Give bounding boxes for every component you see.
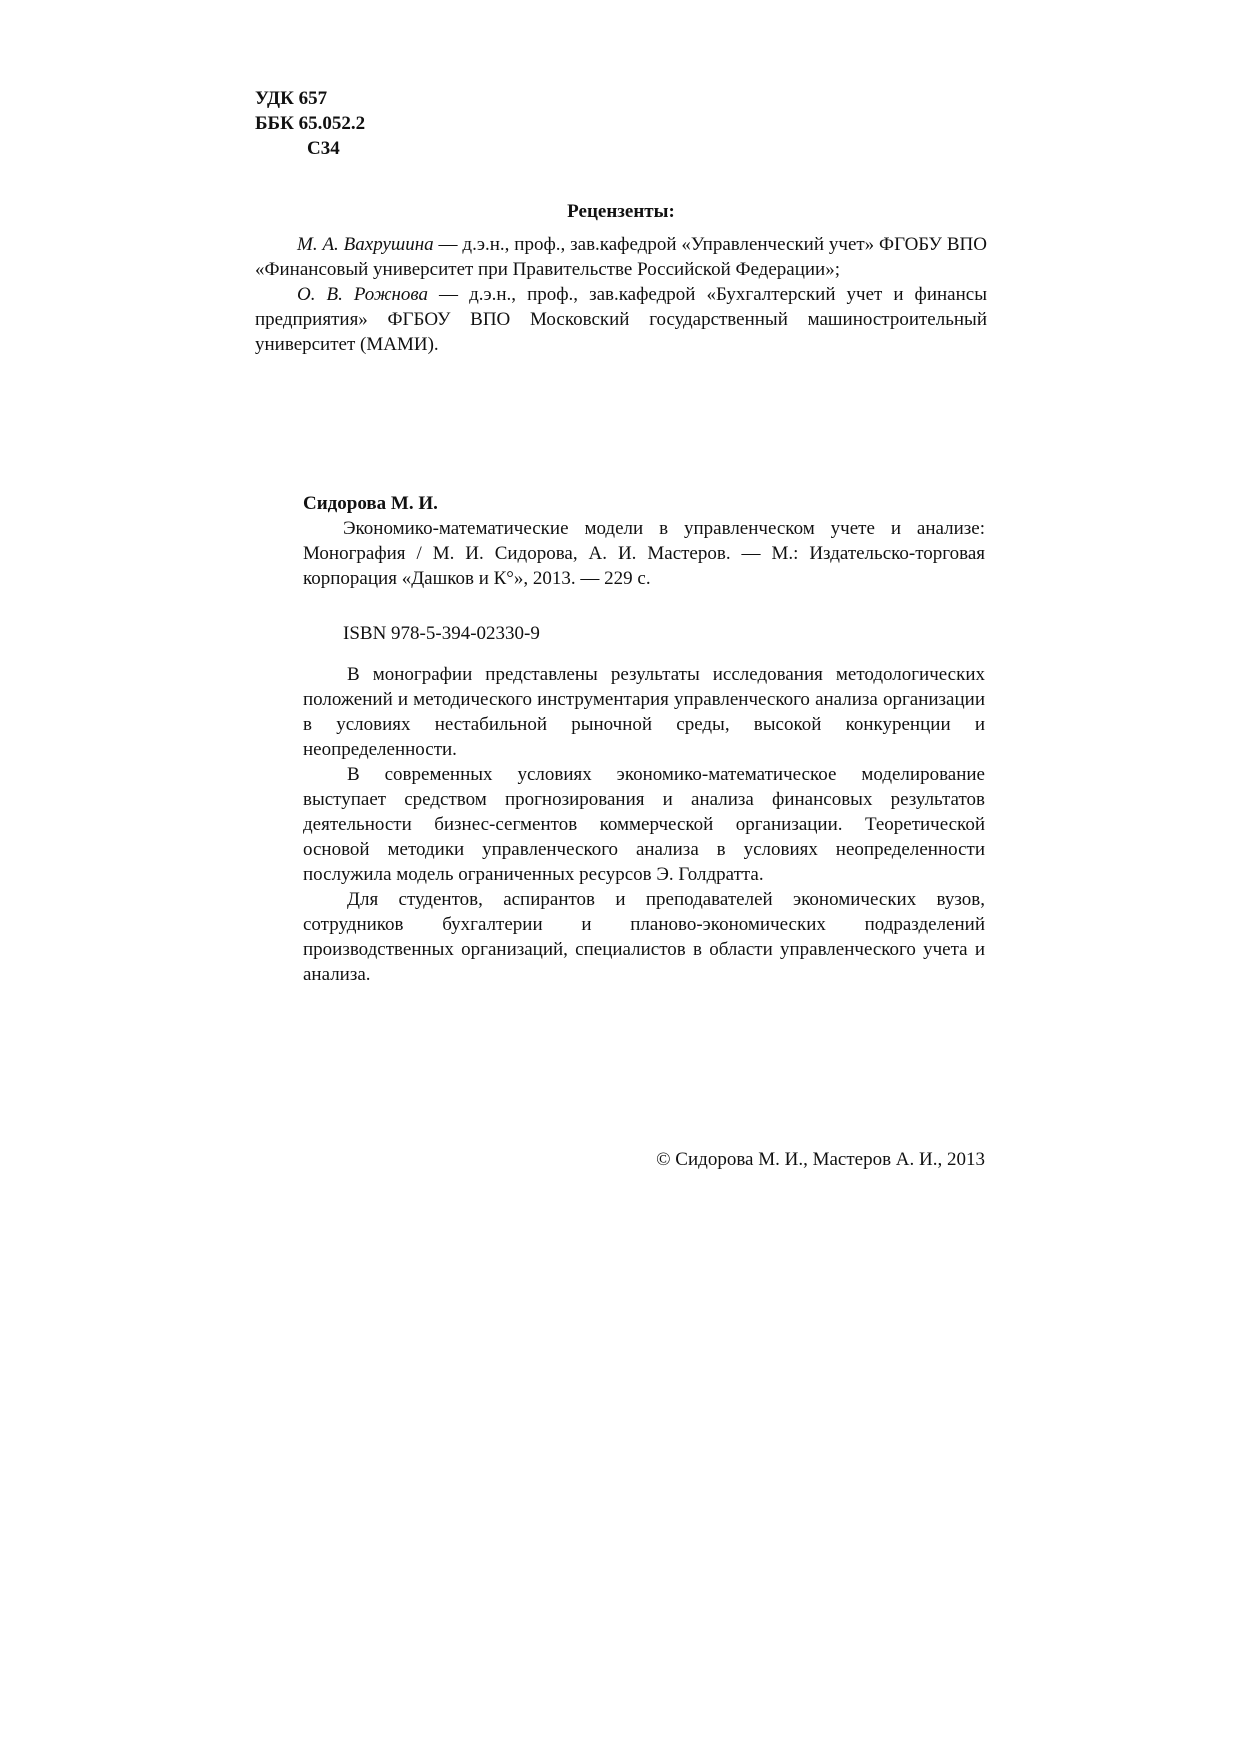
author-mark: С34 — [307, 138, 340, 159]
reviewers-list — [255, 232, 987, 357]
reviewers-heading: Рецензенты: — [567, 201, 675, 222]
reviewer-name: М. А. Вахрушина — [297, 234, 434, 255]
reviewer-entry — [255, 282, 987, 357]
annotation — [303, 662, 985, 987]
bbk-code: ББК 65.052.2 — [255, 113, 366, 134]
bibliographic-record — [303, 491, 985, 646]
reviewer-name: О. В. Рожнова — [297, 284, 429, 305]
annotation-paragraph: В монографии представлены результаты исследования методологических положений и методического инструментария управленческого анализа организации в условиях нестабильной рыночной среды, высокой конкуренции и неопределенности. — [303, 664, 985, 760]
reviewer-credentials: — д.э.н., проф., зав.кафедрой «Управленческий учет» ФГОБУ ВПО «Финансовый университет при Правительстве Российской Федерации»; — [255, 234, 987, 280]
reviewer-credentials: — д.э.н., проф., зав.кафедрой «Бухгалтерский учет и финансы предприятия» ФГБОУ ВПО Московский государственный машиностроительный университет (МАМИ). — [255, 284, 987, 355]
reviewer-entry — [255, 232, 987, 282]
record-description: Экономико-математические модели в управленческом учете и анализе: Монография / М. И. Сидорова, А. И. Мастеров. — М.: Издательско-торговая корпорация «Дашков и К°», 2013. — 229 с. — [303, 518, 985, 589]
record-author: Сидорова М. И. — [303, 493, 438, 514]
annotation-paragraph: В современных условиях экономико-математическое моделирование выступает средством прогнозирования и анализа финансовых результатов деятельности бизнес-сегментов коммерческой организации. Теоретической основой методики управленческого анализа в условиях неопределенности послужила модель ограниченных ресурсов Э. Голдратта. — [303, 764, 985, 885]
annotation-paragraph: Для студентов, аспирантов и преподавателей экономических вузов, сотрудников бухгалтерии и планово-экономических подразделений производственных организаций, специалистов в области управленческого учета и анализа. — [303, 889, 985, 985]
classification-block — [255, 86, 365, 161]
isbn: ISBN 978-5-394-02330-9 — [343, 623, 540, 644]
udk-code: УДК 657 — [255, 88, 328, 109]
copyright-notice: © Сидорова М. И., Мастеров А. И., 2013 — [656, 1149, 985, 1170]
